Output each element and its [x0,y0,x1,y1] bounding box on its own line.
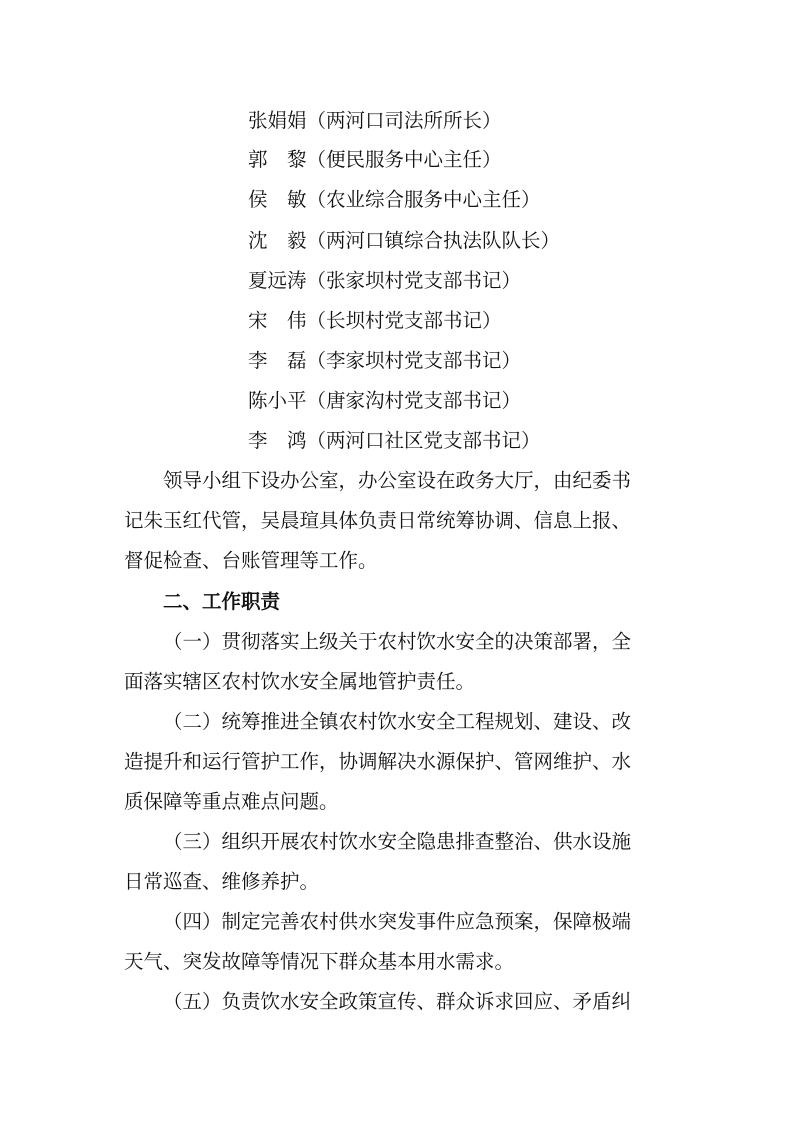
member-zhang-juanjuan: 张娟娟（两河口司法所所长） [248,109,502,132]
duty-1-line-2: 面落实辖区农村饮水安全属地管护责任。 [124,670,476,693]
office-paragraph-line-2: 记朱玉红代管，吴晨瑄具体负责日常统筹协调、信息上报、 [124,509,632,532]
duty-4-line-2: 天气、突发故障等情况下群众基本用水需求。 [124,950,515,973]
member-guo-li: 郭 黎（便民服务中心主任） [248,148,502,171]
duty-3-line-1: （三）组织开展农村饮水安全隐患排查整治、供水设施 [163,830,632,853]
duty-1-line-1: （一）贯彻落实上级关于农村饮水安全的决策部署，全 [163,630,632,653]
member-li-hong: 李 鸿（两河口社区党支部书记） [248,429,541,452]
duty-2-line-1: （二）统筹推进全镇农村饮水安全工程规划、建设、改 [163,710,632,733]
section-heading: 二、工作职责 [163,590,281,613]
duty-2-line-3: 质保障等重点难点问题。 [124,790,339,813]
member-li-lei: 李 磊（李家坝村党支部书记） [248,349,522,372]
member-shen-yi: 沈 毅（两河口镇综合执法队队长） [248,229,561,252]
duty-2-line-2: 造提升和运行管护工作，协调解决水源保护、管网维护、水 [124,750,632,773]
duty-5-line-1: （五）负责饮水安全政策宣传、群众诉求回应、矛盾纠 [163,990,632,1013]
member-chen-xiaoping: 陈小平（唐家沟村党支部书记） [248,389,522,412]
office-paragraph-line-3: 督促检查、台账管理等工作。 [124,549,378,572]
member-song-wei: 宋 伟（长坝村党支部书记） [248,309,502,332]
member-xia-yuantao: 夏远涛（张家坝村党支部书记） [248,269,522,292]
duty-3-line-2: 日常巡查、维修养护。 [124,870,320,893]
office-paragraph-line-1: 领导小组下设办公室，办公室设在政务大厅，由纪委书 [163,469,632,492]
duty-4-line-1: （四）制定完善农村供水突发事件应急预案，保障极端 [163,910,632,933]
member-hou-min: 侯 敏（农业综合服务中心主任） [248,188,541,211]
